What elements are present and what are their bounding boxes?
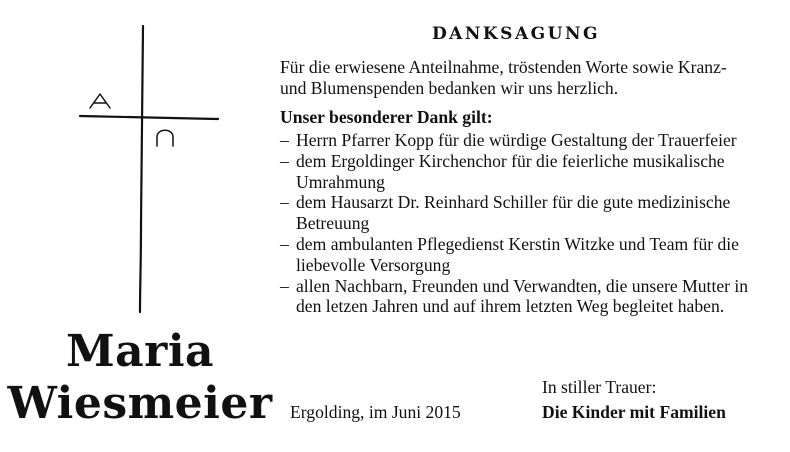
list-item — [280, 234, 752, 276]
list-item-text: dem Hausarzt Dr. Reinhard Schiller für die gute medizinische Betreuung — [296, 192, 731, 234]
list-dash: – — [280, 150, 289, 171]
list-item-text: allen Nachbarn, Freunden und Verwandten, die unsere Mutter in den letzen Jahren und auf ihrem letzten Weg begleitet haben. — [296, 275, 749, 317]
notice-heading: DANKSAGUNG — [431, 24, 601, 44]
list-item-text: Herrn Pfarrer Kopp für die würdige Gestaltung der Trauerfeier — [296, 130, 737, 150]
cross-icon — [60, 24, 220, 314]
thanks-list — [280, 130, 752, 317]
cross-horizontal-beam — [80, 116, 218, 119]
mourning-label: In stiller Trauer: — [542, 377, 657, 397]
list-dash: – — [280, 192, 289, 213]
place-date: Ergolding, im Juni 2015 — [290, 402, 461, 422]
deceased-first-name: Maria — [65, 326, 215, 377]
intro-paragraph: Für die erwiesene Anteilnahme, tröstenden Worte sowie Kranz- und Blumenspenden bedanken wir uns herzlich. — [280, 57, 727, 98]
signature: Die Kinder mit Familien — [542, 402, 726, 422]
list-dash: – — [280, 275, 289, 296]
list-item — [280, 192, 752, 234]
list-item-text: dem Ergoldinger Kirchenchor für die feierliche musikalische Umrahmung — [296, 150, 725, 192]
list-dash: – — [280, 233, 289, 254]
list-item-text: dem ambulanten Pflegedienst Kerstin Witzke und Team für die liebevolle Versorgung — [296, 233, 739, 275]
list-item — [280, 130, 752, 151]
list-item — [280, 151, 752, 193]
cross-vertical-beam — [140, 26, 143, 312]
alpha-icon — [90, 94, 110, 108]
list-dash: – — [280, 130, 289, 150]
omega-icon — [157, 130, 173, 146]
deceased-last-name: Wiesmeier — [7, 378, 273, 429]
list-item — [280, 276, 752, 318]
thanks-heading: Unser besonderer Dank gilt: — [280, 107, 493, 127]
